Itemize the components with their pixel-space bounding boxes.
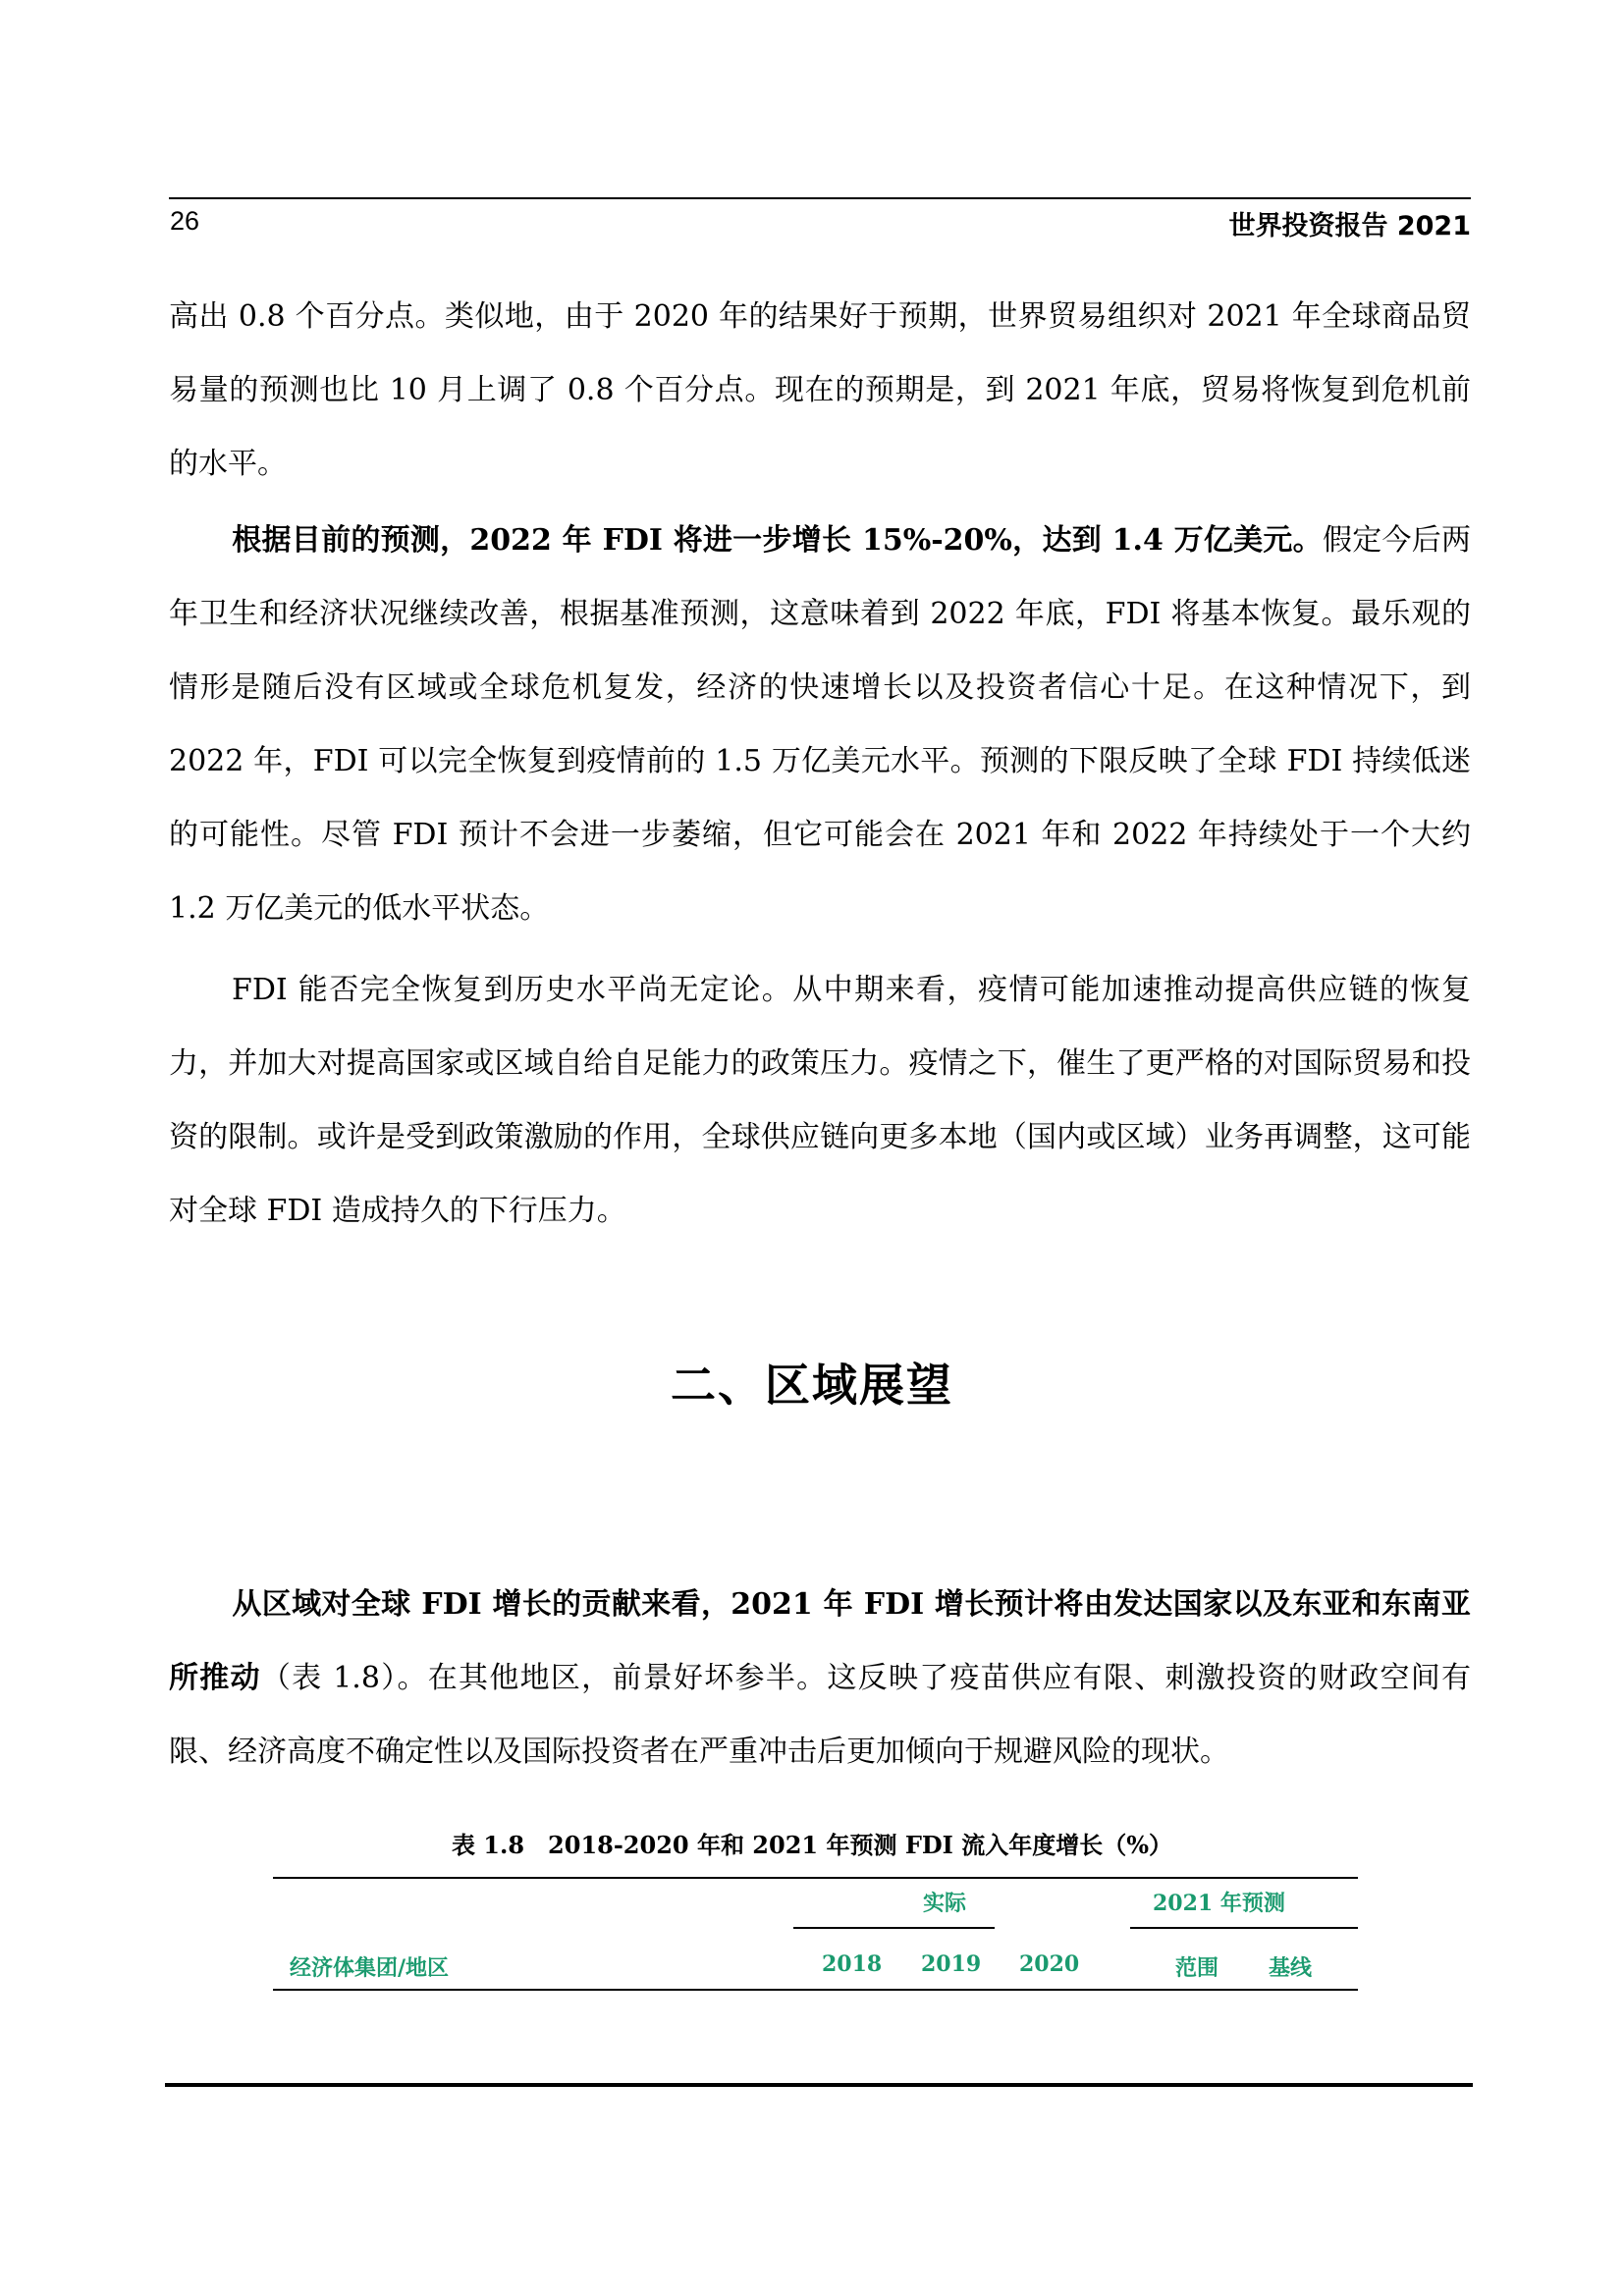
fdi-growth-table xyxy=(273,1877,1358,1991)
section-heading: 二、区域展望 xyxy=(671,1359,953,1412)
paragraph-bold-lead: 从区域对全球 FDI 增长的贡献来看，2021 年 FDI 增长预计将由发达国家以及东亚和东南亚所推动 xyxy=(169,1587,1471,1695)
paragraph-fdi-forecast xyxy=(169,504,1471,945)
table-group-forecast: 2021 年预测 xyxy=(1153,1891,1285,1916)
table-col-range: 范围 xyxy=(1175,1955,1219,1981)
table-header-bottom-rule xyxy=(273,1989,1358,1991)
running-header-title: 世界投资报告 2021 xyxy=(1228,211,1471,241)
page-number: 26 xyxy=(170,206,200,236)
header-rule xyxy=(169,197,1471,199)
table-caption: 表 1.8 2018-2020 年和 2021 年预测 FDI 流入年度增长（%） xyxy=(451,1831,1173,1859)
paragraph-text: 高出 0.8 个百分点。类似地，由于 2020 年的结果好于预期，世界贸易组织对 2021 年全球商品贸易量的预测也比 10 月上调了 0.8 个百分点。现在的预期是，到 2021 年底，贸易将恢复到危机前的水平。 xyxy=(169,299,1471,481)
page-bottom-rule xyxy=(165,2083,1473,2087)
table-col-2019: 2019 xyxy=(921,1951,982,1977)
table-group-actual: 实际 xyxy=(923,1891,967,1916)
table-col-baseline: 基线 xyxy=(1269,1955,1313,1981)
paragraph-text: FDI 能否完全恢复到历史水平尚无定论。从中期来看，疫情可能加速推动提高供应链的恢复力，并加大对提高国家或区域自给自足能力的政策压力。疫情之下，催生了更严格的对国际贸易和投资的限制。或许是受到政策激励的作用，全球供应链向更多本地（国内或区域）业务再调整，这可能对全球 FDI 造成持久的下行压力。 xyxy=(169,973,1471,1228)
paragraph-bold-lead: 根据目前的预测，2022 年 FDI 将进一步增长 15%-20%，达到 1.4 万亿美元。 xyxy=(232,523,1323,558)
paragraph-regional-outlook xyxy=(169,1568,1471,1789)
table-col-region: 经济体集团/地区 xyxy=(290,1955,450,1981)
paragraph-text: （表 1.8）。在其他地区，前景好坏参半。这反映了疫苗供应有限、刺激投资的财政空间有限、经济高度不确定性以及国际投资者在严重冲击后更加倾向于规避风险的现状。 xyxy=(169,1661,1471,1769)
table-col-2018: 2018 xyxy=(822,1951,883,1977)
paragraph-text: 假定今后两年卫生和经济状况继续改善，根据基准预测，这意味着到 2022 年底，FDI 将基本恢复。最乐观的情形是随后没有区域或全球危机复发，经济的快速增长以及投资者信心十足。在这种情况下，到 2022 年，FDI 可以完全恢复到疫情前的 1.5 万亿美元水平。预测的下限反映了全球 FDI 持续低迷的可能性。尽管 FDI 预计不会进一步萎缩，但它可能会在 2021 年和 2022 年持续处于一个大约 1.2 万亿美元的低水平状态。 xyxy=(169,523,1472,926)
paragraph-fdi-recovery xyxy=(169,953,1471,1248)
table-top-rule xyxy=(273,1877,1358,1879)
forecast-group-rule xyxy=(1130,1927,1358,1929)
table-col-2020: 2020 xyxy=(1019,1951,1080,1977)
paragraph-trade-forecast xyxy=(169,280,1471,501)
actual-group-rule xyxy=(793,1927,995,1929)
